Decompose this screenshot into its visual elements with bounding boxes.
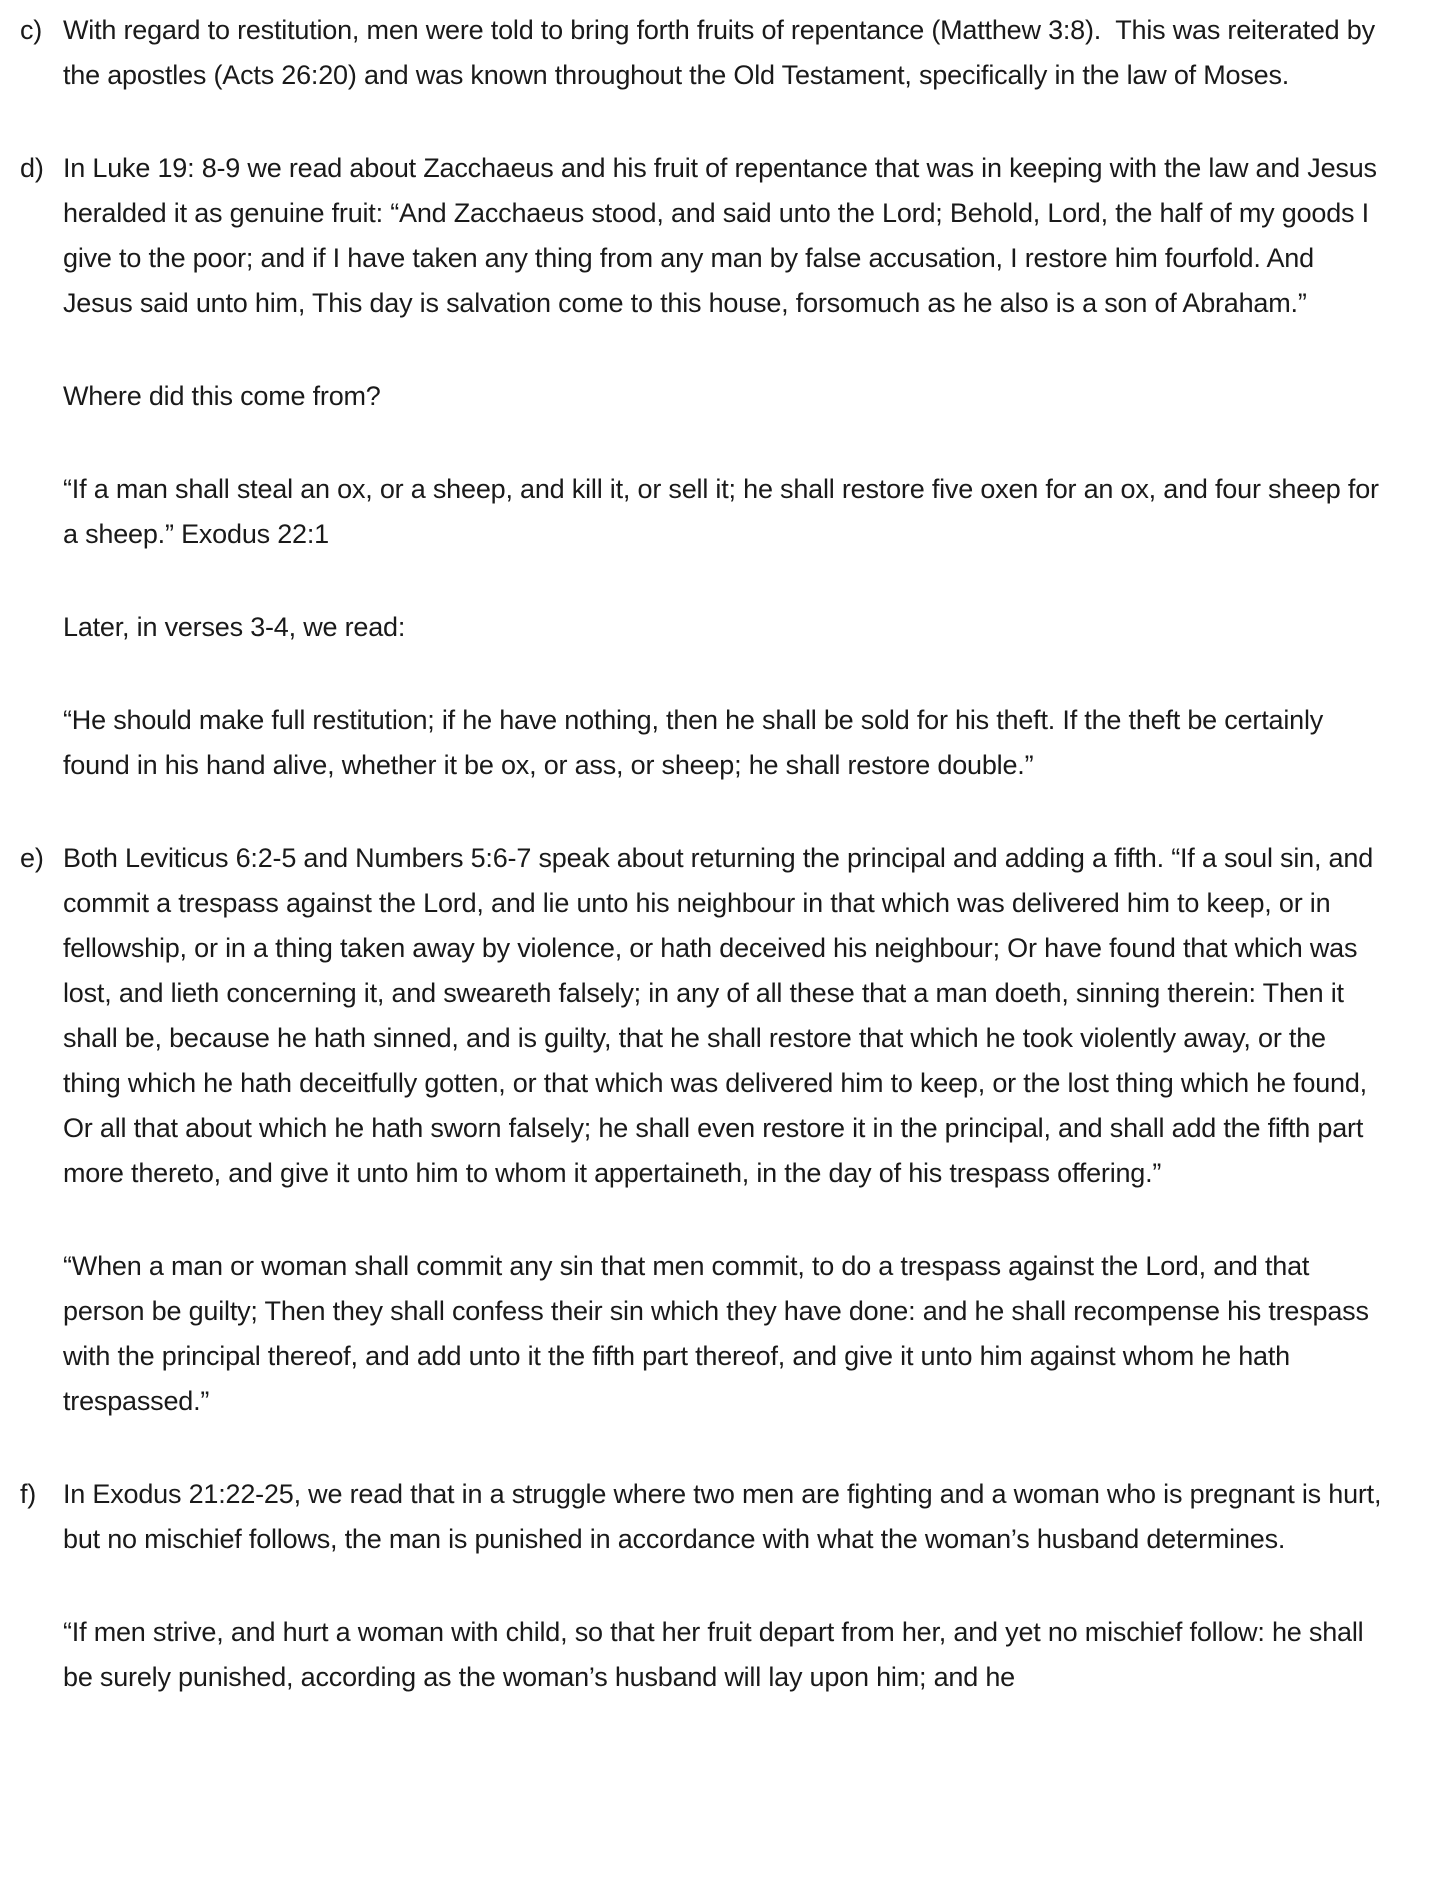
list-marker: e): [20, 843, 44, 873]
list-marker: c): [20, 15, 43, 45]
paragraph: “If men strive, and hurt a woman with child, so that her fruit depart from her, and yet no mischief follow: he shall be surely punished, according as the woman’s husband will lay upon him; and he: [63, 1617, 1371, 1692]
list-item-content: [63, 8, 1388, 146]
list-item: [20, 1472, 1388, 1748]
list-marker: d): [20, 153, 44, 183]
paragraph: In Luke 19: 8-9 we read about Zacchaeus and his fruit of repentance that was in keeping with the law and Jesus heralded it as genuine fruit: “And Zacchaeus stood, and said unto the Lord; Behold, Lord, the half of my goods I give to the poor; and if I have taken any thing from any man by false accusation, I restore him fourfold. And Jesus said unto him, This day is salvation come to this house, forsomuch as he also is a son of Abraham.”: [63, 153, 1385, 318]
list-item: [20, 146, 1388, 836]
list-item: [20, 836, 1388, 1472]
list-marker: f): [20, 1479, 37, 1509]
list-item-content: [63, 1472, 1388, 1748]
paragraph: With regard to restitution, men were told to bring forth fruits of repentance (Matthew 3:8). This was reiterated by the apostles (Acts 26:20) and was known throughout the Old Testament, specifically in the law of Moses.: [63, 15, 1383, 90]
paragraph: “He should make full restitution; if he have nothing, then he shall be sold for his theft. If the theft be certainly found in his hand alive, whether it be ox, or ass, or sheep; he shall restore double.”: [63, 705, 1331, 780]
list-item: [20, 8, 1388, 146]
list-item-content: [63, 836, 1388, 1472]
paragraph: Where did this come from?: [63, 381, 381, 411]
paragraph: Later, in verses 3-4, we read:: [63, 612, 406, 642]
paragraph: In Exodus 21:22-25, we read that in a struggle where two men are fighting and a woman who is pregnant is hurt, but no mischief follows, the man is punished in accordance with what the woman’s husband determines.: [63, 1479, 1389, 1554]
document-body: [20, 8, 1388, 1748]
paragraph: “When a man or woman shall commit any sin that men commit, to do a trespass against the Lord, and that person be guilty; Then they shall confess their sin which they have done: and he shall recompense his trespass with the principal thereof, and add unto it the fifth part thereof, and give it unto him against whom he hath trespassed.”: [63, 1251, 1377, 1416]
paragraph: Both Leviticus 6:2-5 and Numbers 5:6-7 speak about returning the principal and adding a fifth. “If a soul sin, and commit a trespass against the Lord, and lie unto his neighbour in that which was delivered him to keep, or in fellowship, or in a thing taken away by violence, or hath deceived his neighbour; Or have found that which was lost, and lieth concerning it, and sweareth falsely; in any of all these that a man doeth, sinning therein: Then it shall be, because he hath sinned, and is guilty, that he shall restore that which he took violently away, or the thing which he hath deceitfully gotten, or that which was delivered him to keep, or the lost thing which he found, Or all that about which he hath sworn falsely; he shall even restore it in the principal, and shall add the fifth part more thereto, and give it unto him to whom it appertaineth, in the day of his trespass offering.”: [63, 843, 1381, 1188]
paragraph: “If a man shall steal an ox, or a sheep, and kill it, or sell it; he shall restore five oxen for an ox, and four sheep for a sheep.” Exodus 22:1: [63, 474, 1387, 549]
list-item-content: [63, 146, 1388, 836]
